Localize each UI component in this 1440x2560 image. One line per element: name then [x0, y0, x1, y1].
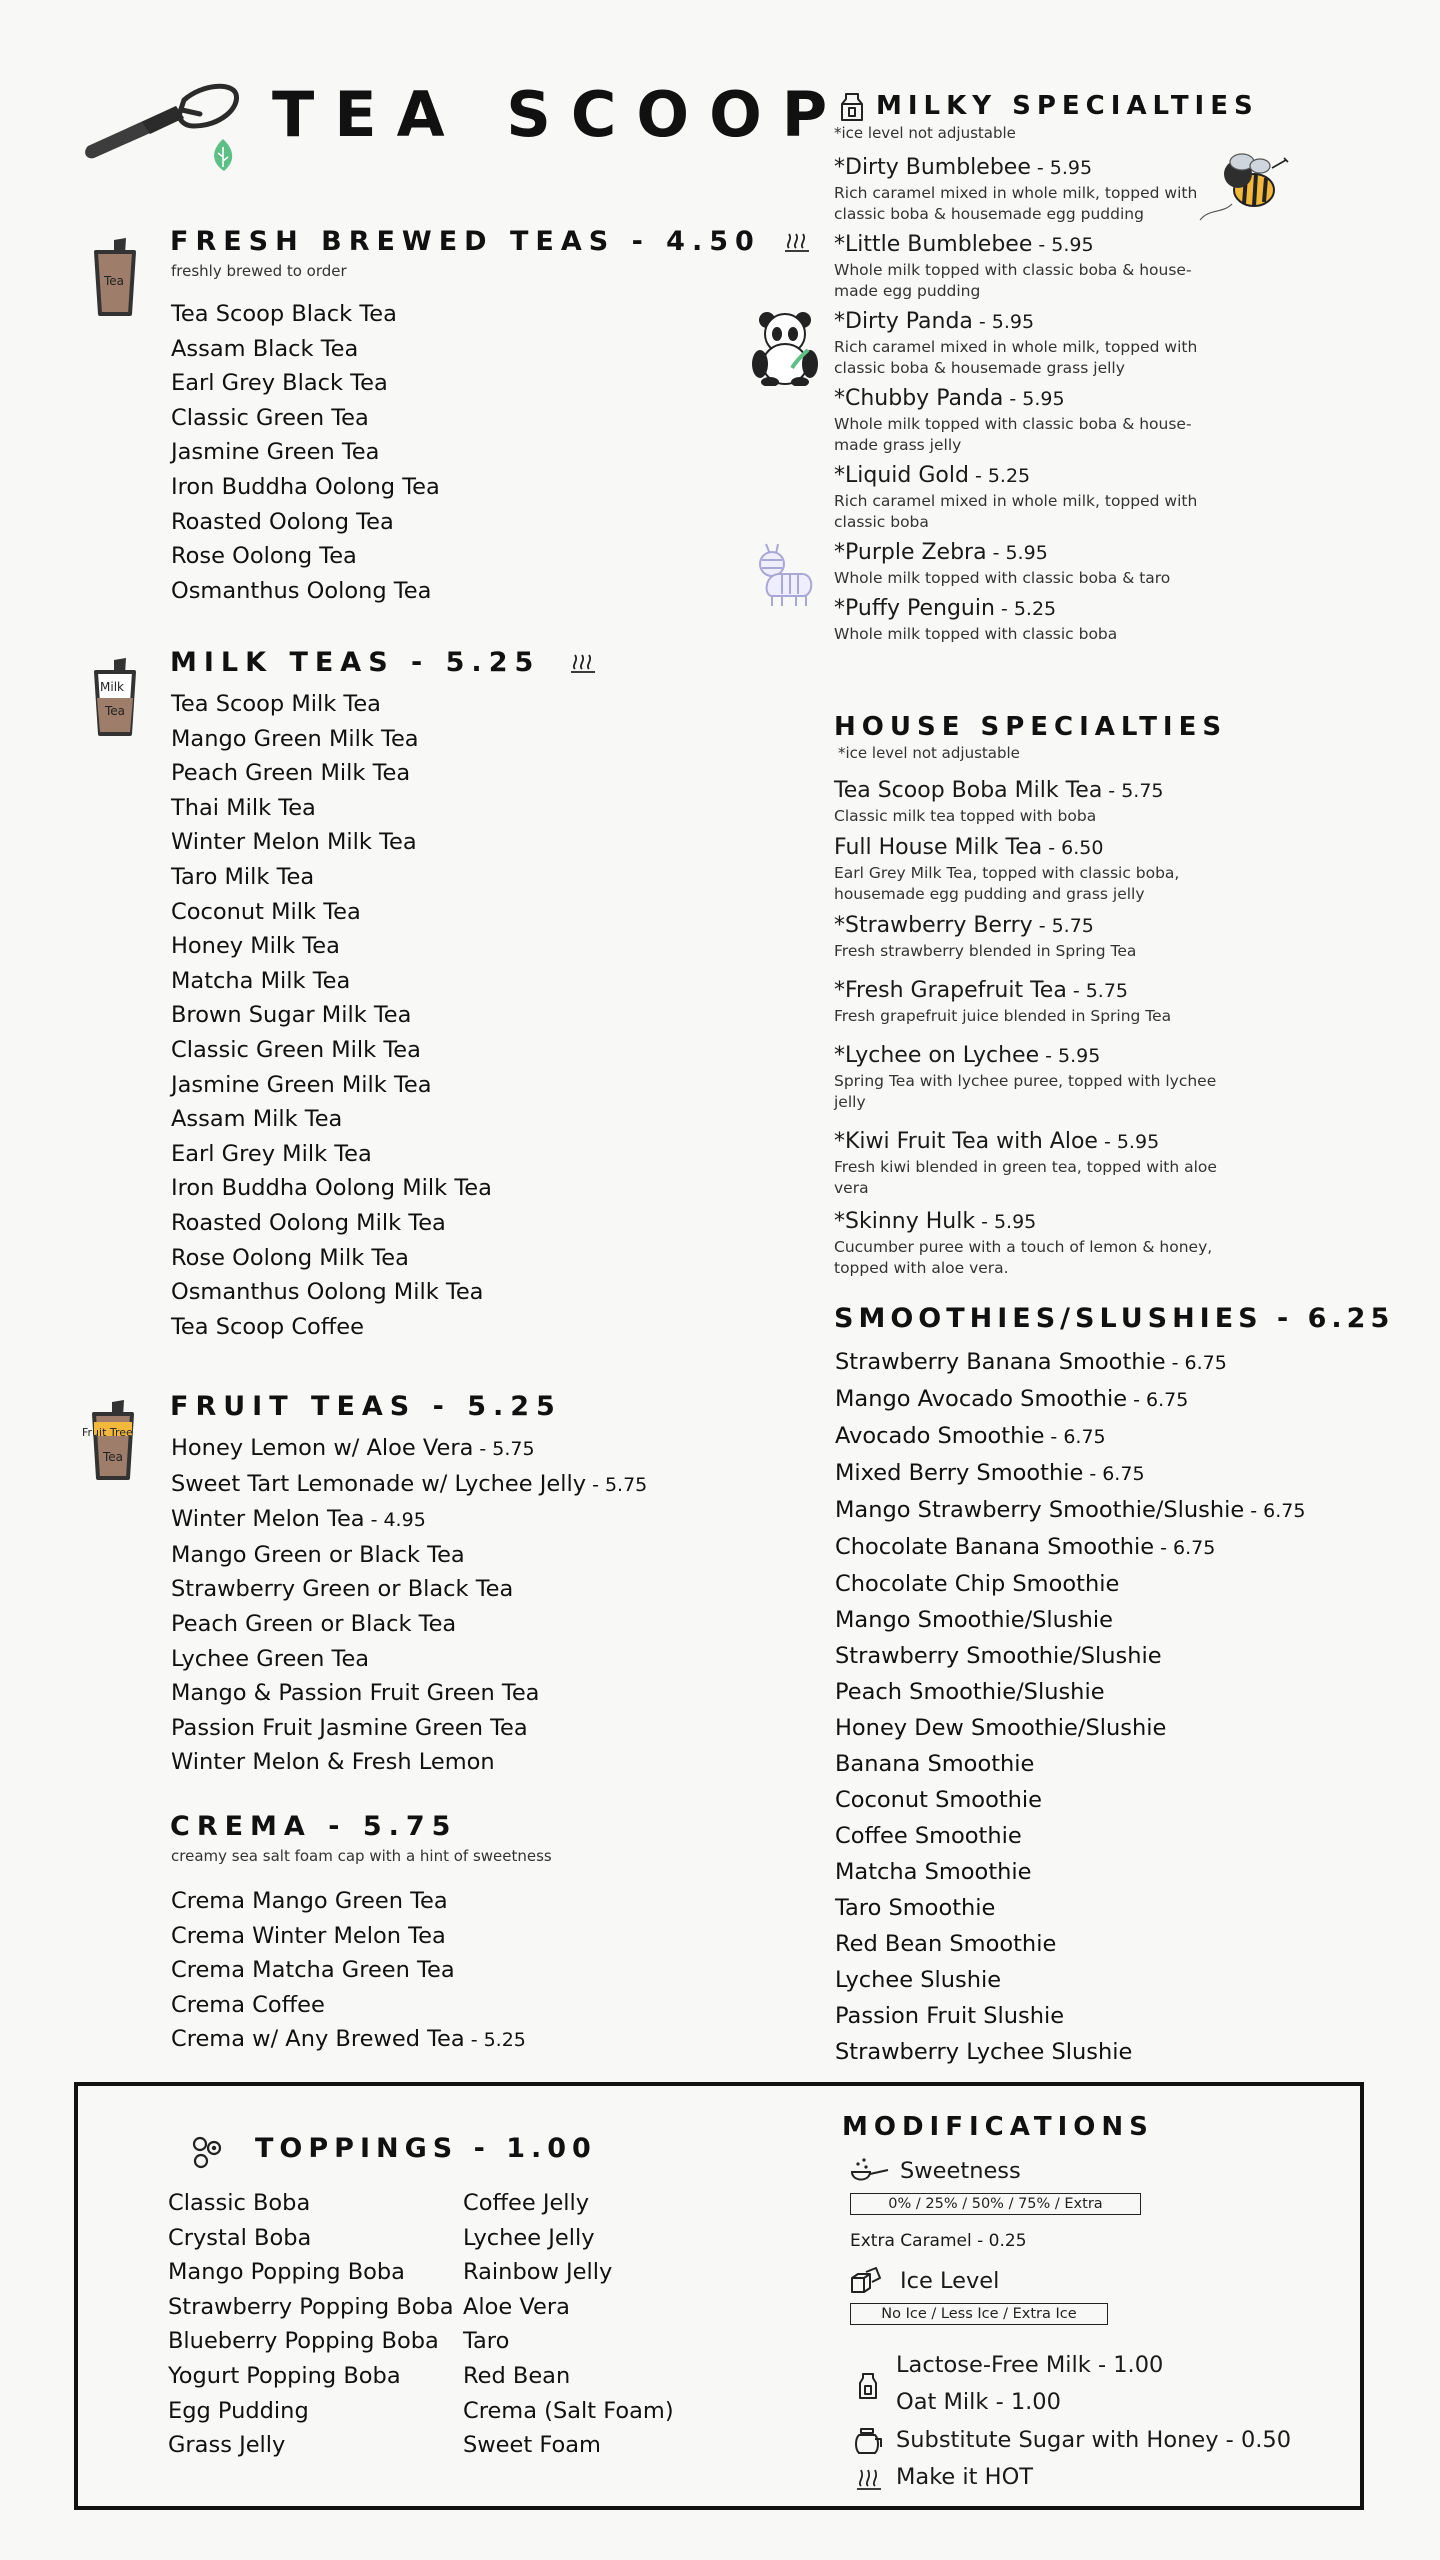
item-description: Whole milk topped with classic boba & house-made egg pudding — [834, 261, 1192, 300]
ice-cube-icon — [850, 2266, 882, 2296]
item-name: Mango Avocado Smoothie — [835, 1386, 1128, 1412]
item-price: - 4.95 — [370, 1509, 426, 1532]
menu-item: Rainbow Jelly — [463, 2259, 613, 2286]
item-description: Rich caramel mixed in whole milk, topped with classic boba — [834, 492, 1198, 531]
menu-list-fresh — [171, 297, 440, 608]
menu-item — [171, 1676, 647, 1711]
item-name: Crema Mango Green Tea — [171, 1888, 448, 1914]
item-name: Taro Smoothie — [835, 1895, 996, 1921]
item-name: Crema Coffee — [171, 1991, 325, 2018]
bee-icon — [1196, 148, 1292, 224]
item-description: Whole milk topped with classic boba & house-made grass jelly — [834, 415, 1192, 454]
item-name: *Puffy Penguin — [834, 596, 995, 621]
item-price: - 5.25 — [1000, 598, 1057, 620]
item-price: - 5.95 — [1045, 1045, 1101, 1067]
item-name: *Lychee on Lychee — [834, 1043, 1040, 1068]
item-price: - 6.75 — [1171, 1352, 1227, 1374]
panda-icon — [750, 310, 820, 386]
menu-item — [835, 1890, 1305, 1926]
ice-level-options: No Ice / Less Ice / Extra Ice — [850, 2303, 1108, 2325]
specialty-item — [834, 461, 1234, 533]
cup-label-top: Milk — [100, 680, 124, 694]
item-name: Avocado Smoothie — [835, 1423, 1045, 1449]
item-name: Strawberry Lychee Slushie — [835, 2039, 1133, 2065]
menu-item — [171, 1988, 526, 2023]
menu-item: Crystal Boba — [168, 2224, 312, 2251]
item-price: - 5.25 — [470, 2029, 526, 2052]
item-name: Honey Dew Smoothie/Slushie — [835, 1715, 1167, 1741]
item-price: - 5.95 — [992, 542, 1048, 564]
item-price: - 5.75 — [1038, 915, 1094, 937]
leaf-icon — [208, 137, 238, 173]
cup-label-bottom: Tea — [103, 1450, 124, 1464]
item-price: - 5.75 — [1072, 980, 1129, 1002]
menu-item — [835, 1344, 1305, 1381]
menu-item — [835, 1854, 1305, 1890]
item-name: *Chubby Panda — [834, 386, 1004, 411]
menu-item: Jasmine Green Milk Tea — [171, 1071, 432, 1098]
specialty-item — [834, 230, 1234, 302]
menu-item: Winter Melon Milk Tea — [171, 829, 417, 856]
item-name: Banana Smoothie — [835, 1751, 1035, 1777]
specialty-item — [834, 1207, 1234, 1279]
menu-item — [835, 1566, 1305, 1602]
specialty-item — [834, 911, 1234, 962]
item-description: Whole milk topped with classic boba — [834, 625, 1118, 643]
menu-item: Taro Milk Tea — [171, 863, 315, 890]
menu-item: Iron Buddha Oolong Tea — [171, 473, 440, 500]
item-description: Rich caramel mixed in whole milk, topped with classic boba & housemade egg pudding — [834, 184, 1198, 223]
item-name: Red Bean Smoothie — [835, 1931, 1057, 1957]
section-note: *ice level not adjustable — [838, 744, 1020, 762]
menu-item: Osmanthus Oolong Tea — [171, 577, 432, 604]
specialty-item — [834, 776, 1234, 827]
oat-milk-option: Oat Milk - 1.00 — [896, 2389, 1061, 2415]
item-price: - 6.75 — [1250, 1500, 1306, 1522]
item-price: - 5.95 — [981, 1211, 1037, 1233]
boba-icon — [190, 2136, 224, 2170]
item-name: Winter Melon & Fresh Lemon — [171, 1749, 495, 1776]
section-title-smoothies: SMOOTHIES/SLUSHIES - 6.25 — [834, 1303, 1395, 1334]
item-price: - 6.75 — [1050, 1426, 1106, 1448]
menu-list-fruit — [171, 1431, 647, 1780]
menu-item — [171, 1919, 526, 1954]
item-price: - 5.95 — [1009, 388, 1065, 410]
item-description: Classic milk tea topped with boba — [834, 807, 1097, 825]
steam-icon — [855, 2466, 883, 2490]
item-name: *Dirty Bumblebee — [834, 155, 1031, 180]
item-name: Coffee Smoothie — [835, 1823, 1022, 1849]
menu-item — [835, 1602, 1305, 1638]
section-title-crema: CREMA - 5.75 — [170, 1811, 458, 1842]
item-price: - 5.95 — [1036, 157, 1093, 179]
item-name: Sweet Tart Lemonade w/ Lychee Jelly — [171, 1470, 587, 1497]
menu-item — [171, 1953, 526, 1988]
menu-item: Thai Milk Tea — [171, 794, 316, 821]
item-name: Full House Milk Tea — [834, 835, 1043, 860]
menu-item — [171, 1538, 647, 1573]
cup-label: Tea — [104, 274, 125, 288]
section-subtitle: freshly brewed to order — [171, 262, 347, 280]
item-name: Crema Winter Melon Tea — [171, 1922, 446, 1949]
menu-item — [835, 1710, 1305, 1746]
menu-item: Taro — [463, 2328, 510, 2355]
specialty-item — [834, 384, 1234, 456]
menu-item: Tea Scoop Milk Tea — [171, 691, 381, 717]
fruit-tea-cup-icon — [82, 1400, 142, 1482]
steam-icon — [783, 230, 811, 252]
item-name: *Skinny Hulk — [834, 1209, 976, 1234]
item-description: Spring Tea with lychee puree, topped with lychee jelly — [834, 1072, 1217, 1111]
section-title-toppings: TOPPINGS - 1.00 — [255, 2133, 597, 2164]
specialty-item — [834, 1127, 1234, 1199]
item-name: *Strawberry Berry — [834, 913, 1033, 938]
item-description: Fresh strawberry blended in Spring Tea — [834, 942, 1137, 960]
menu-item: Matcha Milk Tea — [171, 967, 351, 994]
item-description: Rich caramel mixed in whole milk, topped with classic boba & housemade grass jelly — [834, 338, 1198, 377]
menu-item: Mango Popping Boba — [168, 2259, 405, 2286]
item-price: - 5.25 — [974, 465, 1031, 487]
menu-item: Aloe Vera — [463, 2293, 570, 2320]
menu-item — [171, 1502, 647, 1538]
menu-item: Assam Milk Tea — [171, 1106, 343, 1133]
menu-item — [835, 1418, 1305, 1455]
item-name: Strawberry Banana Smoothie — [835, 1349, 1166, 1375]
item-name: *Little Bumblebee — [834, 232, 1033, 257]
menu-item — [835, 1746, 1305, 1782]
menu-item — [835, 1998, 1305, 2034]
sugar-scoop-icon — [850, 2156, 890, 2186]
item-name: Peach Smoothie/Slushie — [835, 1679, 1105, 1705]
menu-item — [835, 1674, 1305, 1710]
menu-item — [835, 1638, 1305, 1674]
menu-list-house — [834, 776, 1234, 1279]
specialty-item — [834, 1041, 1234, 1113]
menu-item: Roasted Oolong Milk Tea — [171, 1209, 446, 1236]
specialty-item — [834, 538, 1234, 589]
menu-list-milky — [834, 153, 1234, 645]
menu-item — [171, 1884, 526, 1919]
menu-item — [835, 1381, 1305, 1418]
section-title-fruit-teas: FRUIT TEAS - 5.25 — [170, 1391, 562, 1422]
section-subtitle: creamy sea salt foam cap with a hint of sweetness — [171, 1847, 552, 1865]
section-title-fresh-brewed — [170, 226, 811, 257]
item-description: Fresh kiwi blended in green tea, topped with aloe vera — [834, 1158, 1217, 1197]
menu-item: Blueberry Popping Boba — [168, 2328, 439, 2355]
menu-item: Crema (Salt Foam) — [463, 2397, 674, 2424]
menu-item: Red Bean — [463, 2362, 571, 2389]
menu-item — [171, 2022, 526, 2058]
menu-item: Grass Jelly — [168, 2432, 286, 2459]
item-price: - 5.95 — [1103, 1131, 1160, 1153]
milk-carton-icon — [840, 92, 864, 122]
section-title-milk-teas — [170, 647, 597, 678]
menu-item: Brown Sugar Milk Tea — [171, 1002, 412, 1029]
section-title-text: FRESH BREWED TEAS - 4.50 — [170, 226, 761, 257]
sweetness-label: Sweetness — [900, 2158, 1021, 2184]
cup-label-top: Fruit Tree — [82, 1426, 133, 1439]
menu-item: Classic Green Milk Tea — [171, 1036, 421, 1063]
menu-item: Strawberry Popping Boba — [168, 2293, 454, 2320]
menu-item: Tea Scoop Black Tea — [171, 301, 397, 327]
item-name: Winter Melon Tea — [171, 1506, 365, 1533]
item-description: Fresh grapefruit juice blended in Spring Tea — [834, 1007, 1172, 1025]
section-title-house-specialties: HOUSE SPECIALTIES — [834, 712, 1228, 742]
item-name: Honey Lemon w/ Aloe Vera — [171, 1435, 474, 1461]
make-hot-option: Make it HOT — [896, 2464, 1034, 2490]
item-name: Mango Smoothie/Slushie — [835, 1607, 1114, 1633]
specialty-item — [834, 833, 1234, 905]
specialty-item — [834, 307, 1234, 379]
menu-item — [171, 1607, 647, 1642]
item-name: *Dirty Panda — [834, 309, 973, 334]
item-name: *Purple Zebra — [834, 540, 987, 565]
item-price: - 6.75 — [1089, 1463, 1145, 1485]
item-name: Lychee Green Tea — [171, 1645, 370, 1672]
section-note: *ice level not adjustable — [834, 124, 1016, 142]
menu-item — [835, 1529, 1305, 1566]
menu-item: Lychee Jelly — [463, 2224, 595, 2251]
item-name: Passion Fruit Jasmine Green Tea — [171, 1714, 528, 1741]
menu-item — [835, 1962, 1305, 1998]
menu-item: Earl Grey Milk Tea — [171, 1140, 372, 1167]
menu-item: Iron Buddha Oolong Milk Tea — [171, 1175, 492, 1202]
menu-item: Coconut Milk Tea — [171, 898, 361, 925]
toppings-list-b — [463, 2186, 674, 2463]
item-name: Peach Green or Black Tea — [171, 1610, 457, 1637]
zebra-icon — [752, 540, 818, 608]
menu-item — [835, 2034, 1305, 2070]
item-name: Matcha Smoothie — [835, 1859, 1032, 1885]
menu-list-milk — [171, 687, 492, 1344]
item-name: Tea Scoop Boba Milk Tea — [834, 778, 1103, 803]
menu-item — [835, 1492, 1305, 1529]
menu-item — [835, 1455, 1305, 1492]
item-name: Lychee Slushie — [835, 1967, 1002, 1993]
item-name: *Kiwi Fruit Tea with Aloe — [834, 1129, 1098, 1154]
item-name: *Liquid Gold — [834, 463, 969, 488]
item-price: - 6.75 — [1133, 1389, 1189, 1411]
menu-item: Osmanthus Oolong Milk Tea — [171, 1279, 484, 1306]
item-price: - 5.95 — [1038, 234, 1094, 256]
section-title-text: MILK TEAS - 5.25 — [170, 647, 541, 678]
specialty-item — [834, 153, 1234, 225]
toppings-list-a — [168, 2186, 454, 2463]
extra-caramel: Extra Caramel - 0.25 — [850, 2231, 1027, 2251]
menu-item: Classic Boba — [168, 2190, 311, 2216]
item-price: - 6.50 — [1048, 837, 1104, 859]
specialty-item — [834, 976, 1234, 1027]
menu-item: Egg Pudding — [168, 2397, 309, 2424]
specialty-item — [834, 594, 1234, 645]
ice-level-label: Ice Level — [900, 2268, 1000, 2294]
menu-item — [171, 1467, 647, 1503]
menu-item — [171, 1745, 647, 1780]
menu-item: Yogurt Popping Boba — [168, 2362, 401, 2389]
menu-item: Classic Green Tea — [171, 404, 369, 431]
item-name: Crema Matcha Green Tea — [171, 1957, 455, 1984]
lactose-free-option: Lactose-Free Milk - 1.00 — [896, 2352, 1164, 2378]
item-price: - 5.75 — [479, 1438, 535, 1460]
item-price: - 5.75 — [592, 1473, 648, 1496]
item-name: Coconut Smoothie — [835, 1787, 1043, 1813]
item-name: Passion Fruit Slushie — [835, 2003, 1065, 2029]
item-name: Mango Strawberry Smoothie/Slushie — [835, 1497, 1245, 1523]
menu-item — [171, 1711, 647, 1746]
menu-item — [835, 1782, 1305, 1818]
menu-item — [171, 1431, 647, 1467]
item-description: Cucumber puree with a touch of lemon & honey, topped with aloe vera. — [834, 1238, 1213, 1277]
menu-item — [171, 1642, 647, 1677]
menu-list-smoothies — [835, 1344, 1305, 2070]
item-name: Chocolate Banana Smoothie — [835, 1534, 1155, 1560]
menu-item: Rose Oolong Tea — [171, 543, 357, 570]
menu-item: Honey Milk Tea — [171, 933, 340, 960]
menu-item: Tea Scoop Coffee — [171, 1313, 364, 1340]
item-price: - 5.75 — [1108, 780, 1164, 802]
menu-item: Mango Green Milk Tea — [171, 725, 419, 752]
item-price: - 5.95 — [978, 311, 1035, 333]
sweetness-options: 0% / 25% / 50% / 75% / Extra — [850, 2193, 1141, 2215]
steam-icon — [569, 651, 597, 673]
item-description: Earl Grey Milk Tea, topped with classic boba, housemade egg pudding and grass jelly — [834, 864, 1180, 903]
menu-item: Peach Green Milk Tea — [171, 760, 411, 787]
item-name: Mango & Passion Fruit Green Tea — [171, 1680, 540, 1707]
item-name: Mixed Berry Smoothie — [835, 1460, 1084, 1486]
brand-title: TEA SCOOP — [272, 78, 848, 151]
honey-jar-icon — [855, 2425, 883, 2455]
item-name: Mango Green or Black Tea — [171, 1541, 465, 1568]
menu-item: Earl Grey Black Tea — [171, 370, 388, 397]
milk-carton-icon — [858, 2372, 878, 2400]
item-name: Crema w/ Any Brewed Tea — [171, 2026, 465, 2053]
milk-tea-cup-icon — [92, 658, 138, 738]
menu-item — [835, 1926, 1305, 1962]
menu-item: Rose Oolong Milk Tea — [171, 1244, 409, 1271]
menu-item: Jasmine Green Tea — [171, 439, 380, 466]
item-name: Chocolate Chip Smoothie — [835, 1571, 1120, 1597]
item-name: *Fresh Grapefruit Tea — [834, 978, 1067, 1003]
honey-substitute-option: Substitute Sugar with Honey - 0.50 — [896, 2427, 1292, 2453]
item-description: Whole milk topped with classic boba & taro — [834, 569, 1171, 587]
item-name: Strawberry Green or Black Tea — [171, 1576, 514, 1603]
cup-label-bottom: Tea — [105, 704, 126, 718]
section-title-milky-specialties: MILKY SPECIALTIES — [876, 91, 1259, 121]
menu-item — [171, 1572, 647, 1607]
section-title-modifications: MODIFICATIONS — [842, 2112, 1154, 2142]
menu-list-crema — [171, 1884, 526, 2058]
tea-cup-icon — [92, 238, 138, 318]
menu-item: Sweet Foam — [463, 2432, 601, 2459]
menu-item: Coffee Jelly — [463, 2190, 590, 2216]
menu-item — [835, 1818, 1305, 1854]
menu-item: Roasted Oolong Tea — [171, 508, 394, 535]
item-name: Strawberry Smoothie/Slushie — [835, 1643, 1162, 1669]
menu-item: Assam Black Tea — [171, 335, 359, 362]
item-price: - 6.75 — [1160, 1537, 1216, 1559]
